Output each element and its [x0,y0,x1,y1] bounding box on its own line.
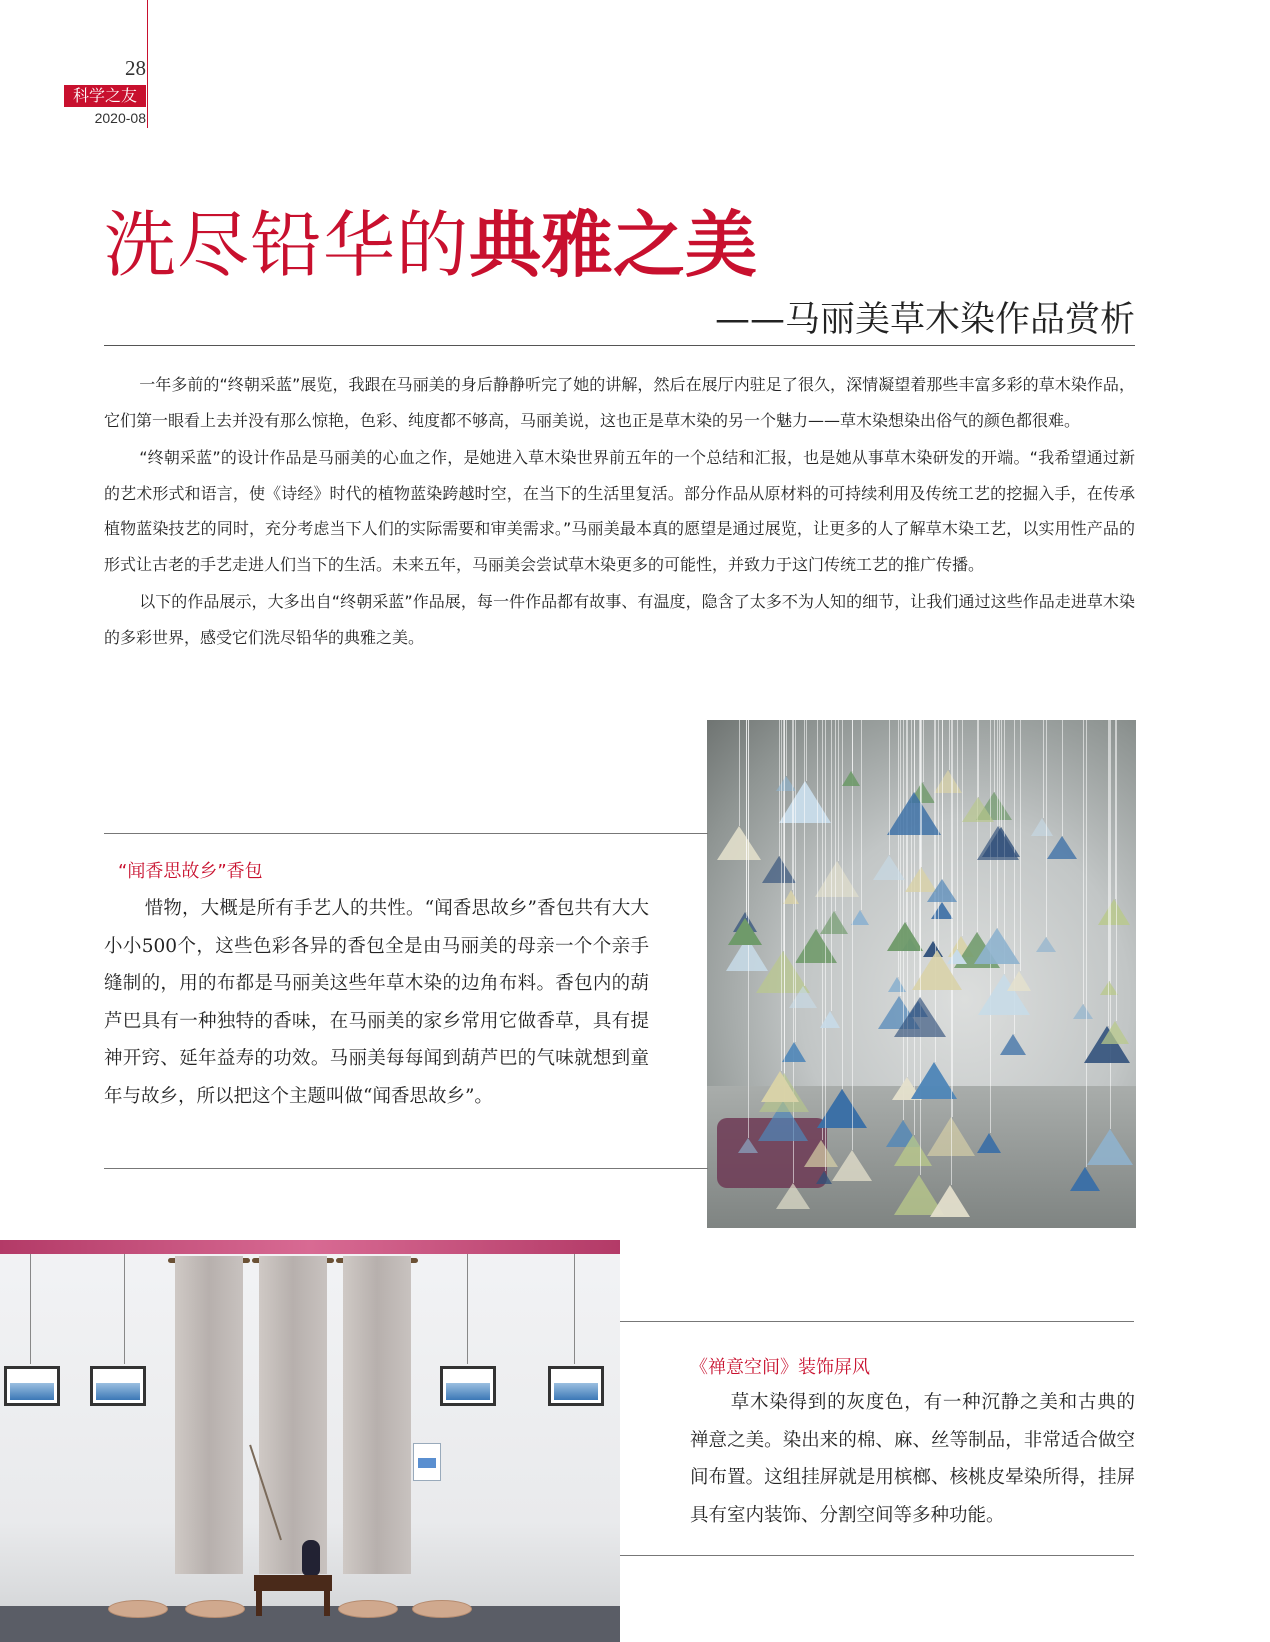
hanging-string [994,720,995,792]
floor-cushion [185,1600,245,1618]
hanging-string [903,720,904,1120]
hanging-string [962,720,963,936]
sachet [1098,899,1130,925]
sachet [1070,1167,1100,1191]
hanging-scroll [175,1256,243,1574]
sachet [738,1138,758,1153]
intro-paragraph: 以下的作品展示，大多出自“终朝采蓝”作品展，每一件作品都有故事、有温度，隐含了太多不为人知的细节，让我们通过这些作品走进草木染的多彩世界，感受它们洗尽铅华的典雅之美。 [104,592,1135,647]
sachet [832,1150,872,1181]
sachet [887,922,923,951]
hanging-string [1110,720,1111,1129]
hanging-string [781,720,782,1071]
hanging-string [1109,720,1110,981]
hanging-string [746,720,747,918]
hanging-string [921,720,922,867]
title-light-part: 洗尽铅华的 [104,203,470,287]
sachet [977,1133,1001,1153]
hanging-string [949,720,950,770]
hanging-string [957,720,958,949]
hanging-string [1062,720,1063,836]
exhibit-sign [413,1443,441,1481]
hanging-string [923,720,924,782]
sachet [717,826,761,860]
floor-cushion [412,1600,472,1618]
hanging-string [1001,720,1002,827]
sachet-paragraph: 惜物，大概是所有手艺人的共性。“闻香思故乡”香包共有大大小小500个，这些色彩各异的香包全是由马丽美的母亲一个个亲手缝制的，用的布都是马丽美这些年草木染的边角布料。香包内的葫芦巴具有一种独特的香味，在马丽美的家乡常用它做香草，具有提神开窍、延年益寿的功效。马丽美每每闻到葫芦巴的气味就想到童年与故乡，所以把这个主题叫做“闻香思故乡”。 [104,898,649,1107]
sachet-installation-photo [707,720,1136,1228]
floor-cushion [338,1600,398,1618]
hanging-string [806,720,807,781]
hanging-string [838,720,839,861]
sachet [776,1183,810,1209]
sachet [1047,836,1077,859]
photo-floor [0,1606,620,1642]
hanging-string [1043,720,1044,818]
section-divider [620,1321,1134,1322]
sachet [1031,818,1053,836]
sachet [974,928,1020,964]
sachet [887,792,941,835]
sachet [894,997,946,1037]
sachet [762,856,796,883]
sachet [977,826,1019,860]
hanging-string [861,720,862,910]
article-subtitle: ——马丽美草木染作品赏析 [714,300,1135,340]
sachet [851,910,869,925]
sachet-section-body [104,890,649,1115]
hanging-string [920,720,921,997]
hanging-string [784,720,785,1073]
sachet [873,855,905,880]
hanging-string [1086,720,1087,1167]
hanging-string [852,720,853,771]
hanging-scroll [343,1256,411,1574]
sachet [1101,1021,1129,1044]
article-title [104,200,757,290]
screen-section-heading: 《禅意空间》装饰屏风 [690,1357,870,1378]
header-divider-line [147,0,148,128]
sachet [728,918,762,945]
photo-pink-drape [0,1240,620,1254]
section-divider [104,833,708,834]
hanging-string [795,720,796,1042]
issue-date: 2020-08 [94,110,146,126]
hanging-string [999,720,1000,826]
sachet [1073,1004,1093,1019]
intro-paragraph: “终朝采蓝”的设计作品是马丽美的心血之作，是她进入草木染世界前五年的一个总结和汇报，也是她从事草木染研发的开端。“我希望通过新的艺术形式和语言，使《诗经》时代的植物蓝染跨越时空，在当下的生活里复活。部分作品从原材料的可持续利用及传统工艺的挖掘入手，在传承植物蓝染技艺的同时，充分考虑当下人们的实际需要和审美需求。”马丽美最本真的愿望是通过展览，让更多的人了解草木染工艺，以实用性产品的形式让古老的手艺走进人们当下的生活。未来五年，马丽美会尝试草木染更多的可能性，并致力于这门传统工艺的推广传播。 [104,448,1135,574]
sachet [1036,937,1056,952]
title-divider [104,345,1135,346]
sachet [783,890,799,904]
hanging-string [786,720,787,776]
low-table [254,1575,332,1591]
hanging-string [1116,720,1117,1021]
hanging-string [889,720,890,855]
hanging-string [804,720,805,986]
hanging-string [1020,720,1021,971]
sachet [816,1171,832,1184]
hanging-string [835,720,836,911]
screen-paragraph: 草木染得到的灰度色，有一种沉静之美和古典的禅意之美。染出来的棉、麻、丝等制品，非常适合做空间布置。这组挂屏就是用槟榔、核桃皮晕染所得，挂屏具有室内装饰、分割空间等多种功能。 [690,1392,1135,1526]
floor-cushion [108,1600,168,1618]
hanging-string [1108,720,1109,1026]
sachet [927,879,957,902]
hanging-string [831,720,832,1011]
hanging-string [952,720,953,1117]
sachet [782,1042,806,1062]
hanging-string [938,720,939,950]
hanging-string [817,720,818,929]
vase [302,1540,320,1576]
frame-wire [30,1254,31,1364]
hanging-string [978,720,979,797]
hanging-string [1083,720,1084,1004]
page-number: 28 [125,56,146,80]
framed-artwork [90,1366,146,1406]
hanging-string [739,720,740,826]
frame-wire [467,1254,468,1364]
hanging-string [942,720,943,879]
framed-artwork [548,1366,604,1406]
table-leg [324,1590,330,1616]
hanging-scroll [259,1256,327,1574]
sachet [820,911,848,934]
framed-artwork [4,1366,60,1406]
framed-artwork [440,1366,496,1406]
sachet-section-heading: “闻香思故乡”香包 [118,861,263,882]
intro-paragraph: 一年多前的“终朝采蓝”展览，我跟在马丽美的身后静静听完了她的讲解，然后在展厅内驻足了很久，深情凝望着那些丰富多彩的草木染作品，它们第一眼看上去并没有那么惊艳，色彩、纯度都不够高，马丽美说，这也正是草木染的另一个魅力——草木染想染出俗气的颜色都很难。 [104,375,1135,430]
hanging-string [990,720,991,1133]
section-divider [620,1555,1134,1556]
sachet [776,776,796,791]
title-bold-part: 典雅之美 [469,203,758,287]
sachet [842,771,860,786]
sachet [1007,971,1031,991]
hanging-string [792,720,793,890]
magazine-name-badge: 科学之友 [64,85,146,107]
hanging-string [1046,720,1047,937]
sachet [1087,1129,1133,1165]
frame-wire [574,1254,575,1364]
table-leg [256,1590,262,1616]
screen-section-body [690,1384,1135,1534]
frame-wire [124,1254,125,1364]
intro-text [104,367,1135,657]
hanging-string [825,720,826,1171]
sachet [962,797,994,822]
sachet [1000,1034,1026,1055]
sachet [789,986,817,1008]
section-divider [104,1168,708,1169]
sachet [930,1185,970,1217]
sachet [761,1071,799,1102]
hanging-string [914,720,915,792]
sachet [820,1011,840,1028]
